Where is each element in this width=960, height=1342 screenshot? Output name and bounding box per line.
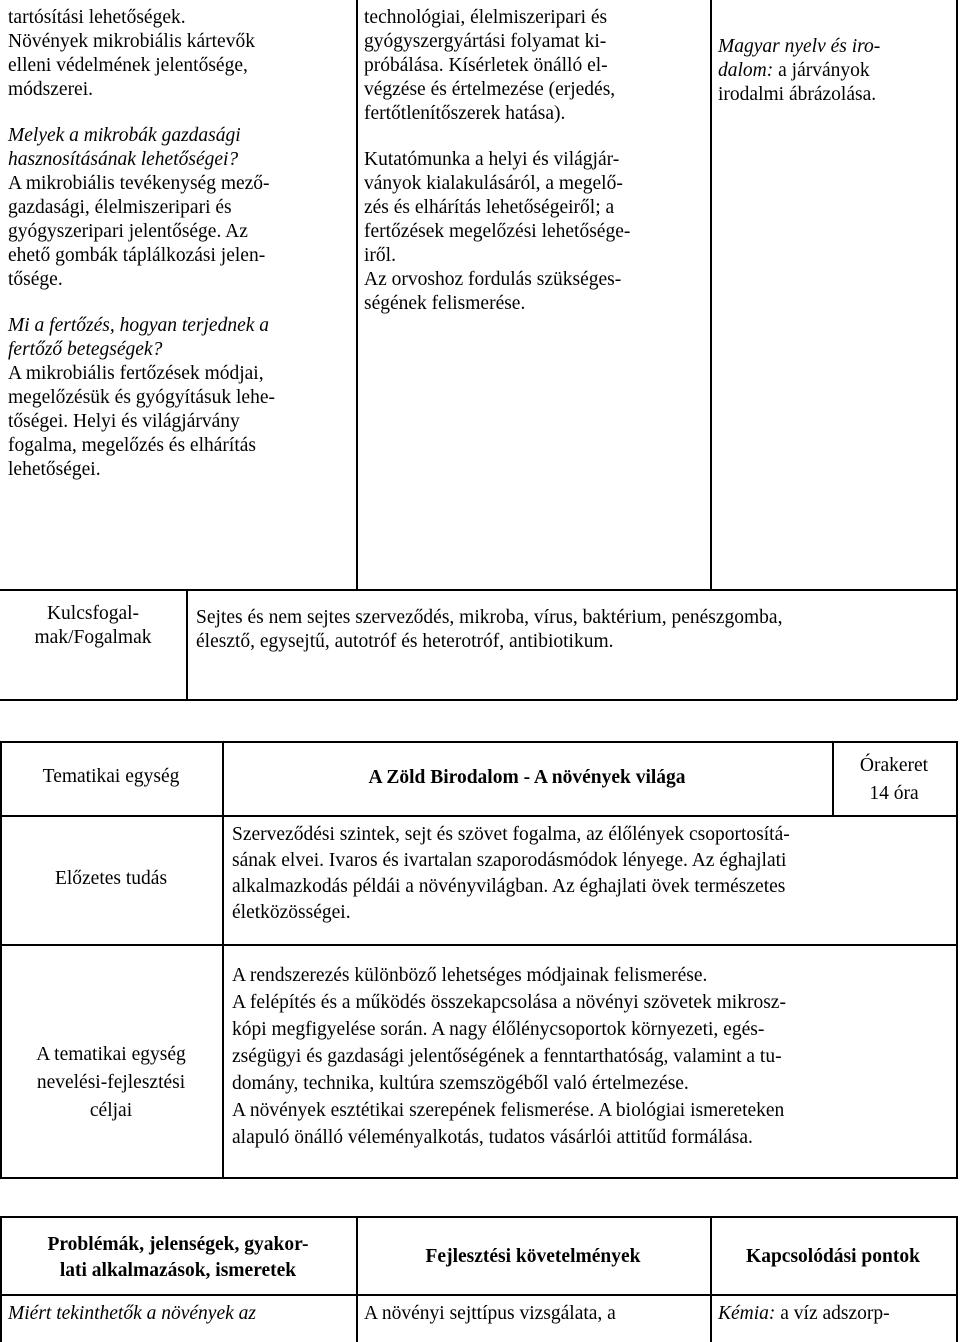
thematic-unit-title (222, 766, 832, 790)
keyconcepts-label (0, 602, 186, 650)
label-line: Kulcsfogal- (46, 603, 140, 624)
text-line: életközösségei. (232, 902, 351, 923)
text-line: a víz adszorp- (775, 1303, 890, 1324)
top-table-divider-1 (356, 0, 358, 590)
subject-label: Magyar nyelv és iro- (718, 36, 881, 57)
header-requirements (356, 1245, 710, 1269)
text-line: elleni védelmének jelentősége, (8, 55, 248, 76)
row-requirements-cell (364, 1302, 706, 1326)
text-line: gyógyszeripari jelentősége. Az (8, 221, 248, 242)
unit-table-divider (222, 741, 224, 1179)
text-line: A mikrobiális fertőzések módjai, (8, 363, 264, 384)
text-line: ványok kialakulásáról, a megelő- (364, 173, 623, 194)
header-line: Fejlesztési követelmények (425, 1246, 641, 1267)
keyconcepts-text (196, 606, 952, 654)
top-table-divider-2 (710, 0, 712, 590)
header-line: Kapcsolódási pontok (746, 1246, 920, 1267)
text-line: fogalma, megelőzés és elhárítás (8, 435, 256, 456)
text-line: domány, technika, kultúra szemszögéből való értelmezése. (232, 1073, 689, 1094)
text-line: ségének felismerése. (364, 293, 526, 314)
text-line: sának elvei. Ivaros és ivartalan szaporodásmódok lényege. Az éghajlati (232, 850, 787, 871)
title-line: A Zöld Birodalom - A növények világa (368, 767, 686, 788)
label-line: Tematikai egység (42, 766, 180, 787)
text-line: módszerei. (8, 79, 94, 100)
text-line: a járványok (773, 60, 870, 81)
text-line: alkalmazkodás példái a növényvilágban. Az éghajlati övek természetes (232, 876, 786, 897)
hours-box (832, 752, 956, 808)
header-line: lati alkalmazások, ismeretek (59, 1260, 297, 1281)
text-line: Sejtes és nem sejtes szerveződés, mikroba, vírus, baktérium, penészgomba, (196, 607, 783, 628)
text-line: fertőzések megelőzési lehetősége- (364, 221, 631, 242)
text-line: élesztő, egysejtű, autotróf és heterotróf, antibiotikum. (196, 631, 614, 652)
text-line: A növényi sejttípus vizsgálata, a (364, 1303, 616, 1324)
text-line: zés és elhárítás lehetőségeiről; a (364, 197, 615, 218)
text-line: A rendszerezés különböző lehetséges módjainak felismerése. (232, 965, 708, 986)
question-line: Miért tekinthetők a növények az (8, 1303, 256, 1324)
text-line: kópi megfigyelése során. A nagy élőlénycsoportok környezeti, egés- (232, 1019, 765, 1040)
text-line: tőségei. Helyi és világjárvány (8, 411, 240, 432)
prior-knowledge-text (232, 822, 952, 926)
question-line: Mi a fertőzés, hogyan terjednek a (8, 315, 270, 336)
label-line: nevelési-fejlesztési (36, 1072, 186, 1093)
bottom-table-top-border (0, 1216, 957, 1218)
bottom-table-right-border (956, 1216, 958, 1342)
subject-label: Kémia: (718, 1303, 776, 1324)
text-line: ehető gombák táplálkozási jelen- (8, 245, 266, 266)
keyconcepts-divider (186, 590, 188, 700)
bottom-table-header-border (0, 1294, 957, 1296)
text-line: A növények esztétikai szerepének felismerése. A biológiai ismereteken (232, 1100, 785, 1121)
text-line: iről. (364, 245, 396, 266)
text-line: alapuló önálló véleményalkotás, tudatos vásárlói attitűd formálása. (232, 1127, 753, 1148)
header-problems (0, 1232, 356, 1284)
label-line: Előzetes tudás (54, 868, 168, 889)
goals-label (0, 1041, 222, 1125)
top-table-right-border (956, 0, 958, 590)
question-line: fertőző betegségek? (8, 339, 163, 360)
text-line: végzése és értelmezése (erjedés, (364, 79, 616, 100)
text-line: gyógyszergyártási folyamat ki- (364, 31, 607, 52)
hours-label: Órakeret (859, 755, 929, 776)
text-line: próbálása. Kísérletek önálló el- (364, 55, 608, 76)
text-line: Szerveződési szintek, sejt és szövet fogalma, az élőlények csoportosítá- (232, 824, 790, 845)
unit-table-bottom-border (0, 1177, 957, 1179)
unit-table-row1-border (0, 815, 957, 817)
row-connections-cell (718, 1302, 953, 1326)
top-table-bottom-border (0, 589, 957, 591)
thematic-unit-label (0, 765, 222, 789)
top-col-requirements (364, 6, 706, 316)
keyconcepts-bottom-border (0, 699, 957, 701)
unit-table-right-border (956, 741, 958, 1179)
label-line: céljai (89, 1100, 133, 1121)
text-line: lehetőségei. (8, 459, 101, 480)
text-line: gazdasági, élelmiszeripari és (8, 197, 232, 218)
text-line: Kutatómunka a helyi és világjár- (364, 149, 620, 170)
text-line: A felépítés és a működés összekapcsolása a növényi szövetek mikrosz- (232, 992, 786, 1013)
text-line: technológiai, élelmiszeripari és (364, 7, 608, 28)
text-line: zségügyi és gazdasági jelentőségének a fenntarthatóság, valamint a tu- (232, 1046, 782, 1067)
header-connections (710, 1245, 956, 1269)
text-line: tartósítási lehetőségek. (8, 7, 186, 28)
keyconcepts-right-border (956, 590, 958, 700)
text-line: irodalmi ábrázolása. (718, 84, 877, 105)
row-problems-cell (8, 1302, 353, 1326)
goals-text (232, 962, 952, 1151)
prior-knowledge-label (0, 867, 222, 891)
text-line: tősége. (8, 269, 63, 290)
unit-table-row2-border (0, 944, 957, 946)
question-line: Melyek a mikrobák gazdasági (8, 125, 241, 146)
bottom-table-divider-1 (356, 1216, 358, 1342)
bottom-table-divider-2 (710, 1216, 712, 1342)
text-line: megelőzésük és gyógyításuk lehe- (8, 387, 275, 408)
text-line: A mikrobiális tevékenység mező- (8, 173, 270, 194)
subject-label: dalom: (718, 60, 774, 81)
top-col-problems (8, 6, 353, 482)
label-line: A tematikai egység (36, 1044, 186, 1065)
top-col-connections (718, 35, 953, 107)
text-line: fertőtlenítőszerek hatása). (364, 103, 566, 124)
question-line: hasznosításának lehetőségei? (8, 149, 239, 170)
text-line: Növények mikrobiális kártevők (8, 31, 255, 52)
unit-table-top-border (0, 741, 957, 743)
label-line: mak/Fogalmak (34, 627, 152, 648)
hours-value: 14 óra (869, 783, 919, 804)
text-line: Az orvoshoz fordulás szükséges- (364, 269, 622, 290)
header-line: Problémák, jelenségek, gyakor- (47, 1234, 309, 1255)
